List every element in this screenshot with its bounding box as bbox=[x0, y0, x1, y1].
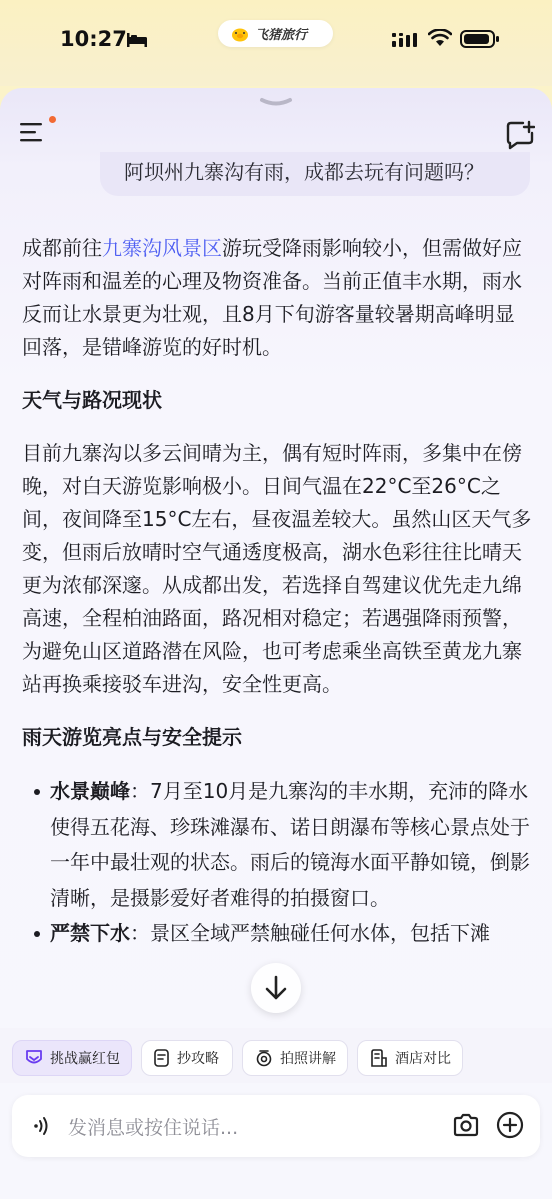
chip-label: 拍照讲解 bbox=[280, 1051, 336, 1067]
intro-prefix: 成都前往 bbox=[22, 236, 102, 260]
chip-photo-explain[interactable] bbox=[242, 1040, 348, 1076]
message-input-placeholder[interactable]: 发消息或按住说话... bbox=[68, 1117, 239, 1139]
list-item bbox=[22, 774, 532, 916]
plus-icon[interactable] bbox=[496, 1111, 524, 1139]
notification-dot bbox=[49, 116, 56, 123]
arrow-down-icon bbox=[264, 975, 288, 1001]
bullet-text: ：景区全域严禁触碰任何水体，包括下滩 bbox=[130, 921, 490, 945]
scenic-area-link[interactable]: 九寨沟风景区 bbox=[102, 236, 222, 260]
scroll-to-bottom-button[interactable] bbox=[251, 963, 301, 1013]
bullet-label: 严禁下水 bbox=[50, 921, 130, 945]
fliggy-logo-icon bbox=[231, 26, 249, 42]
voice-icon[interactable] bbox=[32, 1116, 52, 1136]
battery-icon bbox=[460, 30, 500, 48]
sleep-focus-icon bbox=[126, 32, 148, 48]
status-bar bbox=[0, 0, 552, 86]
section-body-weather: 目前九寨沟以多云间晴为主，偶有短时阵雨，多集中在傍晚，对白天游览影响极小。日间气温在22°C至26°C之间，夜间降至15°C左右，昼夜温差较大。虽然山区天气多变，但雨后放晴时空气通透度极高，湖水色彩往往比晴天更为浓郁深邃。从成都出发，若选择自驾建议优先走九绵高速，全程柏油路面，路况相对稳定；若遇强降雨预警，为避免山区道路潜在风险，也可考虑乘坐高铁至黄龙九寨站再换乘接驳车进沟，安全性更高。 bbox=[22, 441, 532, 696]
chip-label: 酒店对比 bbox=[395, 1051, 451, 1067]
wifi-icon bbox=[428, 29, 452, 47]
note-icon bbox=[153, 1048, 171, 1068]
assistant-answer bbox=[22, 232, 532, 952]
answer-intro bbox=[22, 232, 532, 364]
hotel-icon bbox=[369, 1048, 389, 1068]
new-chat-icon[interactable] bbox=[505, 120, 535, 150]
app-name: 飞猪旅行 bbox=[255, 28, 308, 43]
user-message-bubble: 阿坝州九寨沟有雨，成都去玩有问题吗？ bbox=[100, 152, 530, 196]
chip-label: 挑战赢红包 bbox=[50, 1051, 120, 1067]
menu-icon[interactable] bbox=[20, 121, 44, 143]
sheet-grabber-icon[interactable] bbox=[259, 96, 293, 108]
chip-hotel-compare[interactable] bbox=[357, 1040, 463, 1076]
bullet-label: 水景巅峰 bbox=[50, 779, 130, 803]
chip-label: 抄攻略 bbox=[177, 1051, 219, 1067]
app-indicator[interactable] bbox=[218, 20, 333, 47]
cellular-signal-icon bbox=[392, 33, 418, 47]
message-input-bar[interactable] bbox=[12, 1095, 540, 1157]
list-item bbox=[22, 916, 532, 952]
status-time: 10:27 bbox=[60, 27, 127, 51]
chip-challenge-red-packet[interactable] bbox=[12, 1040, 132, 1076]
section-title-weather: 天气与路况现状 bbox=[22, 388, 162, 412]
home-area bbox=[0, 1170, 552, 1199]
bullet-text: ：7月至10月是九寨沟的丰水期，充沛的降水使得五花海、珍珠滩瀑布、诺日朗瀑布等核心景点处于一年中最壮观的状态。雨后的镜海水面平静如镜，倒影清晰，是摄影爱好者难得的拍摄窗口。 bbox=[50, 779, 530, 910]
camera-icon[interactable] bbox=[452, 1112, 480, 1138]
gift-icon bbox=[24, 1048, 44, 1068]
photo-scan-icon bbox=[254, 1048, 274, 1068]
section-title-tips: 雨天游览亮点与安全提示 bbox=[22, 725, 242, 749]
tips-list bbox=[22, 774, 532, 952]
chip-copy-guide[interactable] bbox=[141, 1040, 233, 1076]
intro-suffix: 游玩受降雨影响较小，但需做好应对阵雨和温差的心理及物资准备。当前正值丰水期，雨水反而让水景更为壮观，且8月下旬游客量较暑期高峰明显回落，是错峰游览的好时机。 bbox=[22, 236, 522, 359]
